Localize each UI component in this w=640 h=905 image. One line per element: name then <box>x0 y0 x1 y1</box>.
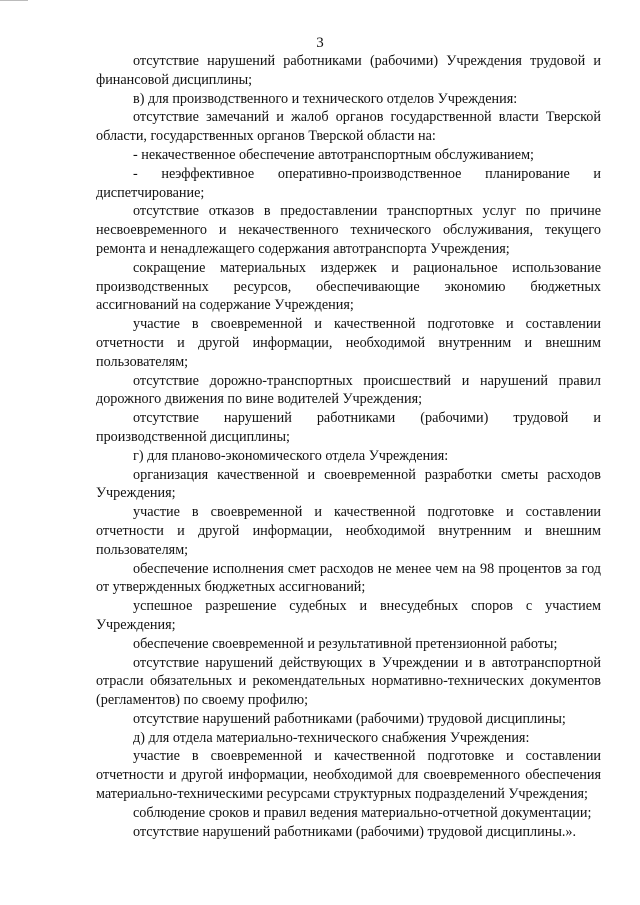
list-item: - неэффективное оперативно-производственное планирование и диспетчирование; <box>96 165 601 201</box>
paragraph: обеспечение своевременной и результативной претензионной работы; <box>133 635 558 652</box>
paragraph: обеспечение исполнения смет расходов не менее чем на 98 процентов за год от утвержденных бюджетных ассигнований; <box>96 560 601 596</box>
paragraph: участие в своевременной и качественной подготовке и составлении отчетности и другой информации, необходимой для своевременного обеспечения материально-техническими ресурсами структурных подразделений Учреждения; <box>96 748 601 803</box>
section-heading: д) для отдела материально-технического снабжения Учреждения: <box>133 729 530 746</box>
paragraph: отсутствие нарушений работниками (рабочими) трудовой и производственной дисциплины; <box>96 410 601 445</box>
paragraph: организация качественной и своевременной разработки сметы расходов Учреждения; <box>96 466 601 502</box>
section-heading: г) для планово-экономического отдела Учреждения: <box>133 447 449 464</box>
scan-corner-mark <box>0 0 28 7</box>
paragraph: участие в своевременной и качественной подготовке и составлении отчетности и другой информации, необходимой внутренним и внешним пользователям; <box>96 316 601 370</box>
paragraph: отсутствие нарушений работниками (рабочими) трудовой дисциплины; <box>133 710 566 727</box>
paragraph: отсутствие нарушений работниками (рабочими) Учреждения трудовой и финансовой дисциплины; <box>96 53 601 88</box>
list-item: - некачественное обеспечение автотранспортным обслуживанием; <box>133 146 534 163</box>
paragraph: отсутствие нарушений работниками (рабочими) трудовой дисциплины.». <box>133 823 577 840</box>
paragraph: отсутствие замечаний и жалоб органов государственной власти Тверской области, государственных органов Тверской области на: <box>96 109 601 145</box>
paragraph: отсутствие отказов в предоставлении транспортных услуг по причине несвоевременного и некачественного технического обслуживания, текущего ремонта и ненадлежащего содержания автотранспорта Учреждения; <box>96 203 601 257</box>
paragraph: участие в своевременной и качественной подготовке и составлении отчетности и другой информации, необходимой внутренним и внешним пользователям; <box>96 504 601 558</box>
document-body <box>96 52 601 841</box>
paragraph: успешное разрешение судебных и внесудебных споров с участием Учреждения; <box>96 598 601 633</box>
paragraph: сокращение материальных издержек и рациональное использование производственных ресурсов, обеспечивающие экономию бюджетных ассигнований на содержание Учреждения; <box>96 259 601 314</box>
paragraph: отсутствие дорожно-транспортных происшествий и нарушений правил дорожного движения по вине водителей Учреждения; <box>96 372 601 408</box>
paragraph: отсутствие нарушений действующих в Учреждении и в автотранспортной отрасли обязательных и рекомендательных нормативно-технических документов (регламентов) по своему профилю; <box>96 654 601 709</box>
paragraph: соблюдение сроков и правил ведения материально-отчетной документации; <box>133 804 592 821</box>
section-heading: в) для производственного и технического отделов Учреждения: <box>133 90 518 107</box>
page-number: 3 <box>316 35 324 51</box>
